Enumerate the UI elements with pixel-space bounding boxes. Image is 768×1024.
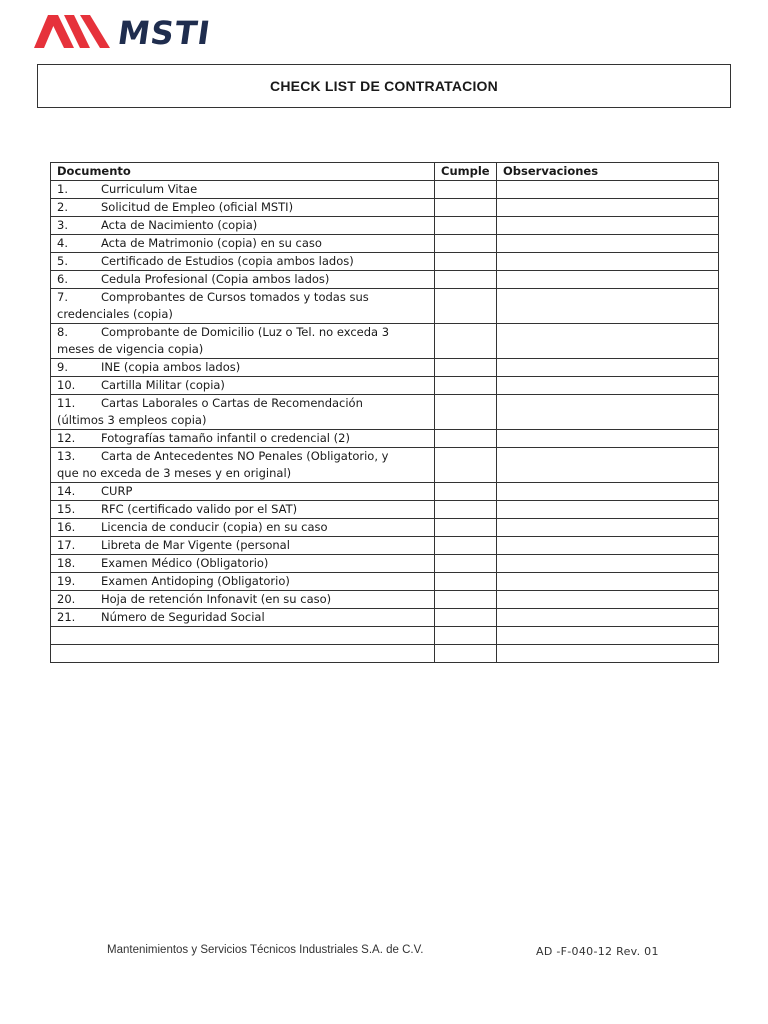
cumple-cell[interactable]: [435, 289, 497, 324]
observaciones-cell[interactable]: [497, 395, 719, 430]
table-row: [51, 199, 719, 217]
cumple-cell[interactable]: [435, 591, 497, 609]
table-row: [51, 395, 719, 430]
item-number: 14.: [57, 484, 76, 498]
table-row: [51, 235, 719, 253]
item-number: 9.: [57, 360, 68, 374]
table-row: [51, 537, 719, 555]
cumple-cell[interactable]: [435, 609, 497, 627]
table-row: [51, 627, 719, 645]
observaciones-cell[interactable]: [497, 483, 719, 501]
observaciones-cell[interactable]: [497, 609, 719, 627]
document-cell: [51, 591, 435, 609]
table-row: [51, 483, 719, 501]
table-row: [51, 430, 719, 448]
cumple-cell[interactable]: [435, 519, 497, 537]
checklist-table: [50, 162, 719, 663]
table-row: [51, 377, 719, 395]
item-text-continuation: meses de vigencia copia): [57, 342, 204, 356]
item-number: 11.: [57, 396, 76, 410]
document-cell: [51, 235, 435, 253]
cumple-cell[interactable]: [435, 448, 497, 483]
item-text: RFC (certificado valido por el SAT): [101, 502, 298, 516]
observaciones-cell[interactable]: [497, 181, 719, 199]
msti-logo: [34, 13, 214, 53]
column-header-cumple: Cumple: [435, 163, 497, 181]
document-cell: [51, 519, 435, 537]
observaciones-cell[interactable]: [497, 253, 719, 271]
cumple-cell[interactable]: [435, 501, 497, 519]
table-row: [51, 591, 719, 609]
observaciones-cell[interactable]: [497, 501, 719, 519]
observaciones-cell[interactable]: [497, 235, 719, 253]
document-cell: [51, 217, 435, 235]
table-row: [51, 645, 719, 663]
cumple-cell[interactable]: [435, 430, 497, 448]
cumple-cell[interactable]: [435, 645, 497, 663]
item-text: Hoja de retención Infonavit (en su caso): [101, 592, 332, 606]
observaciones-cell[interactable]: [497, 289, 719, 324]
document-cell: [51, 430, 435, 448]
item-text: Acta de Matrimonio (copia) en su caso: [101, 236, 322, 250]
observaciones-cell[interactable]: [497, 448, 719, 483]
document-cell: [51, 253, 435, 271]
column-header-documento: Documento: [51, 163, 435, 181]
item-number: 8.: [57, 325, 68, 339]
footer-document-code: AD -F-040-12 Rev. 01: [536, 945, 659, 958]
document-cell: [51, 324, 435, 359]
item-text: Número de Seguridad Social: [101, 610, 265, 624]
item-text: Certificado de Estudios (copia ambos lados): [101, 254, 354, 268]
table-header-row: [51, 163, 719, 181]
document-cell: [51, 181, 435, 199]
table-row: [51, 448, 719, 483]
document-cell: [51, 573, 435, 591]
observaciones-cell[interactable]: [497, 217, 719, 235]
table-row: [51, 501, 719, 519]
document-cell: [51, 271, 435, 289]
document-cell: [51, 483, 435, 501]
cumple-cell[interactable]: [435, 199, 497, 217]
item-number: 2.: [57, 200, 68, 214]
table-row: [51, 181, 719, 199]
observaciones-cell[interactable]: [497, 430, 719, 448]
document-cell: [51, 395, 435, 430]
item-number: 5.: [57, 254, 68, 268]
table-row: [51, 519, 719, 537]
document-cell: [51, 448, 435, 483]
title-box: [37, 64, 731, 108]
table-row: [51, 609, 719, 627]
cumple-cell[interactable]: [435, 483, 497, 501]
msti-logo-mark-icon: [34, 13, 114, 49]
cumple-cell[interactable]: [435, 217, 497, 235]
document-cell: [51, 627, 435, 645]
observaciones-cell[interactable]: [497, 377, 719, 395]
document-cell: [51, 377, 435, 395]
observaciones-cell[interactable]: [497, 627, 719, 645]
item-text: Cartilla Militar (copia): [101, 378, 225, 392]
cumple-cell[interactable]: [435, 235, 497, 253]
cumple-cell[interactable]: [435, 359, 497, 377]
observaciones-cell[interactable]: [497, 573, 719, 591]
item-number: 1.: [57, 182, 68, 196]
document-cell: [51, 359, 435, 377]
item-text: Solicitud de Empleo (oficial MSTI): [101, 200, 294, 214]
item-text: Curriculum Vitae: [101, 182, 198, 196]
cumple-cell[interactable]: [435, 324, 497, 359]
item-number: 3.: [57, 218, 68, 232]
observaciones-cell[interactable]: [497, 519, 719, 537]
page-title: CHECK LIST DE CONTRATACION: [270, 78, 498, 94]
item-text-continuation: que no exceda de 3 meses y en original): [57, 466, 292, 480]
document-cell: [51, 199, 435, 217]
cumple-cell[interactable]: [435, 555, 497, 573]
item-text: Comprobante de Domicilio (Luz o Tel. no exceda 3: [101, 325, 390, 339]
item-number: 13.: [57, 449, 76, 463]
cumple-cell[interactable]: [435, 253, 497, 271]
item-number: 4.: [57, 236, 68, 250]
table-row: [51, 217, 719, 235]
table-row: [51, 271, 719, 289]
item-text: Cedula Profesional (Copia ambos lados): [101, 272, 330, 286]
observaciones-cell[interactable]: [497, 591, 719, 609]
item-text: CURP: [101, 484, 133, 498]
table-row: [51, 573, 719, 591]
item-number: 6.: [57, 272, 68, 286]
item-text-continuation: credenciales (copia): [57, 307, 173, 321]
item-text: Examen Médico (Obligatorio): [101, 556, 269, 570]
item-text-continuation: (últimos 3 empleos copia): [57, 413, 207, 427]
item-number: 15.: [57, 502, 76, 516]
item-number: 12.: [57, 431, 76, 445]
table-row: [51, 324, 719, 359]
cumple-cell[interactable]: [435, 537, 497, 555]
document-cell: [51, 289, 435, 324]
table-row: [51, 555, 719, 573]
observaciones-cell[interactable]: [497, 555, 719, 573]
observaciones-cell[interactable]: [497, 359, 719, 377]
logo-brand-text: MSTI: [115, 14, 214, 52]
cumple-cell[interactable]: [435, 181, 497, 199]
column-header-observaciones: Observaciones: [497, 163, 719, 181]
table-row: [51, 253, 719, 271]
item-text: Licencia de conducir (copia) en su caso: [101, 520, 328, 534]
observaciones-cell[interactable]: [497, 199, 719, 217]
document-cell: [51, 537, 435, 555]
observaciones-cell[interactable]: [497, 645, 719, 663]
item-number: 18.: [57, 556, 76, 570]
cumple-cell[interactable]: [435, 573, 497, 591]
item-text: Comprobantes de Cursos tomados y todas sus: [101, 290, 369, 304]
table-row: [51, 289, 719, 324]
item-text: Cartas Laborales o Cartas de Recomendación: [101, 396, 363, 410]
cumple-cell[interactable]: [435, 377, 497, 395]
item-text: Examen Antidoping (Obligatorio): [101, 574, 290, 588]
footer-company: Mantenimientos y Servicios Técnicos Industriales S.A. de C.V.: [107, 944, 424, 956]
item-number: 16.: [57, 520, 76, 534]
cumple-cell[interactable]: [435, 395, 497, 430]
cumple-cell[interactable]: [435, 271, 497, 289]
item-number: 21.: [57, 610, 76, 624]
observaciones-cell[interactable]: [497, 324, 719, 359]
item-text: Libreta de Mar Vigente (personal: [101, 538, 290, 552]
document-cell: [51, 555, 435, 573]
item-text: INE (copia ambos lados): [101, 360, 241, 374]
document-cell: [51, 609, 435, 627]
item-number: 7.: [57, 290, 68, 304]
item-number: 17.: [57, 538, 76, 552]
cumple-cell[interactable]: [435, 627, 497, 645]
table-row: [51, 359, 719, 377]
item-number: 10.: [57, 378, 76, 392]
item-text: Carta de Antecedentes NO Penales (Obligatorio, y: [101, 449, 389, 463]
observaciones-cell[interactable]: [497, 537, 719, 555]
item-text: Fotografías tamaño infantil o credencial (2): [101, 431, 350, 445]
item-number: 20.: [57, 592, 76, 606]
document-cell: [51, 501, 435, 519]
item-text: Acta de Nacimiento (copia): [101, 218, 258, 232]
item-number: 19.: [57, 574, 76, 588]
document-cell: [51, 645, 435, 663]
observaciones-cell[interactable]: [497, 271, 719, 289]
